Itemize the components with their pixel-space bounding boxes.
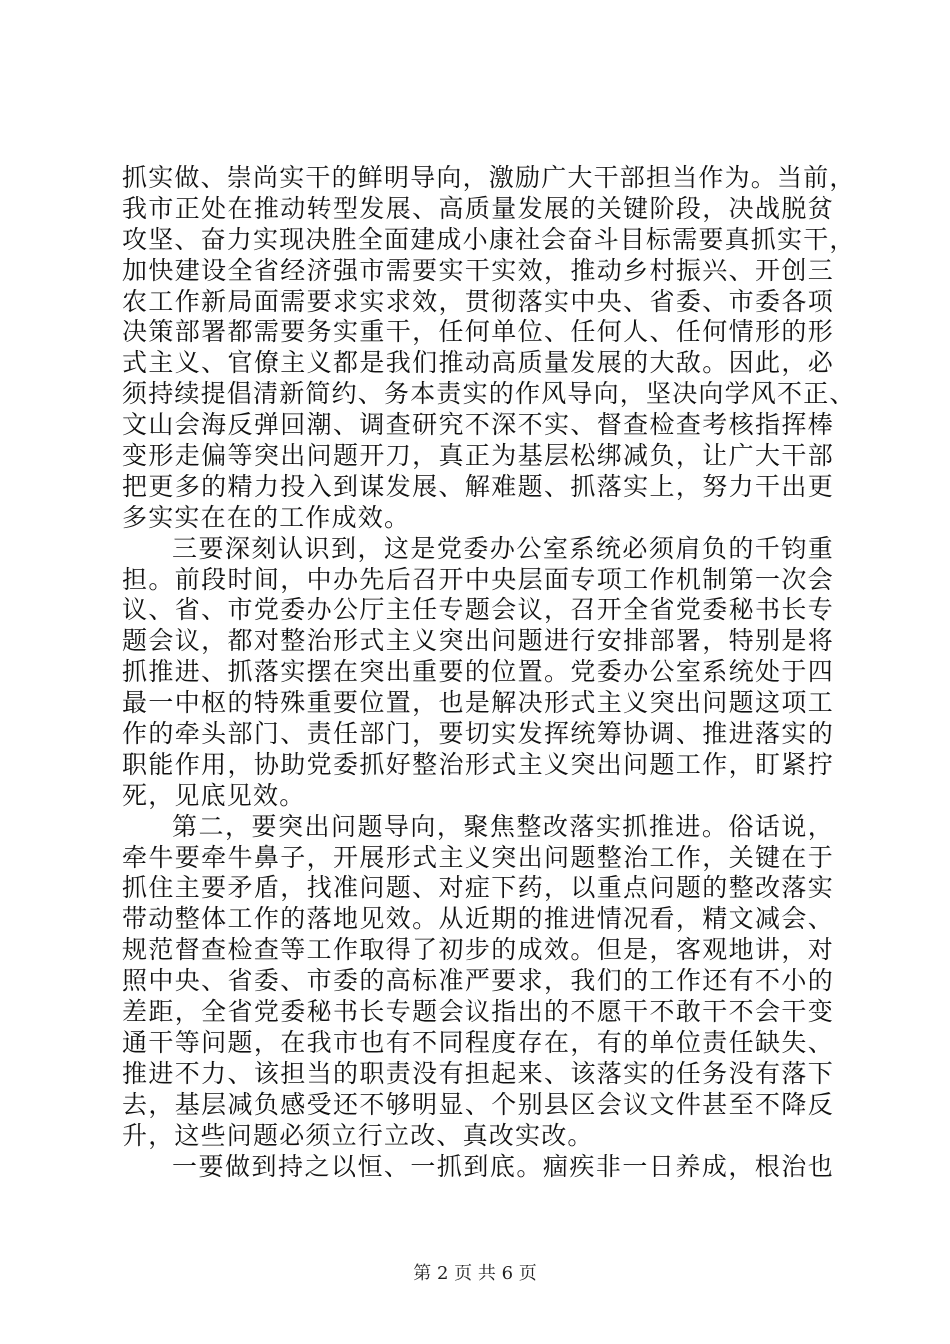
text-line: 死，见底见效。	[122, 780, 306, 810]
text-line: 抓推进、抓落实摆在突出重要的位置。党委办公室系统处于四	[122, 657, 834, 687]
text-line: 我市正处在推动转型发展、高质量发展的关键阶段，决战脱贫	[122, 193, 834, 223]
paragraph-first-line: 一要做到持之以恒、一抓到底。痼疾非一日养成，根治也	[172, 1151, 834, 1181]
text-line: 牵牛要牵牛鼻子，开展形式主义突出问题整治工作，关键在于	[122, 842, 834, 872]
text-line: 照中央、省委、市委的高标准严要求，我们的工作还有不小的	[122, 966, 834, 996]
text-line: 多实实在在的工作成效。	[122, 502, 411, 532]
body-text	[122, 163, 856, 1182]
text-line: 升，这些问题必须立行立改、真改实改。	[122, 1120, 594, 1150]
text-line: 抓实做、崇尚实干的鲜明导向，激励广大干部担当作为。当前，	[122, 163, 856, 192]
paragraph-first-line: 三要深刻认识到，这是党委办公室系统必须肩负的千钧重	[172, 533, 834, 563]
paragraph-first-line: 第二，要突出问题导向，聚焦整改落实抓推进。俗话说，	[172, 811, 834, 841]
text-line: 变形走偏等突出问题开刀，真正为基层松绑减负，让广大干部	[122, 441, 834, 471]
page-number-footer: 第 2 页 共 6 页	[413, 1263, 537, 1284]
text-line: 议、省、市党委办公厅主任专题会议，召开全省党委秘书长专	[122, 595, 834, 625]
text-line: 题会议，都对整治形式主义突出问题进行安排部署，特别是将	[122, 626, 834, 656]
text-line: 担。前段时间，中办先后召开中央层面专项工作机制第一次会	[122, 564, 834, 594]
text-line: 最一中枢的特殊重要位置，也是解决形式主义突出问题这项工	[122, 688, 834, 718]
text-line: 须持续提倡清新简约、务本责实的作风导向，坚决向学风不正、	[122, 379, 856, 409]
text-line: 推进不力、该担当的职责没有担起来、该落实的任务没有落下	[122, 1058, 834, 1088]
text-line: 决策部署都需要务实重干，任何单位、任何人、任何情形的形	[122, 317, 834, 347]
text-line: 式主义、官僚主义都是我们推动高质量发展的大敌。因此，必	[122, 348, 834, 378]
text-line: 作的牵头部门、责任部门，要切实发挥统筹协调、推进落实的	[122, 719, 834, 749]
text-line: 把更多的精力投入到谋发展、解难题、抓落实上，努力干出更	[122, 471, 834, 501]
text-line: 通干等问题，在我市也有不同程度存在，有的单位责任缺失、	[122, 1027, 834, 1057]
text-line: 攻坚、奋力实现决胜全面建成小康社会奋斗目标需要真抓实干，	[122, 224, 856, 254]
text-line: 加快建设全省经济强市需要实干实效，推动乡村振兴、开创三	[122, 255, 834, 285]
text-line: 差距，全省党委秘书长专题会议指出的不愿干不敢干不会干变	[122, 997, 834, 1027]
text-line: 文山会海反弹回潮、调查研究不深不实、督查检查考核指挥棒	[122, 410, 834, 440]
text-line: 带动整体工作的落地见效。从近期的推进情况看，精文减会、	[122, 904, 834, 934]
text-line: 抓住主要矛盾，找准问题、对症下药，以重点问题的整改落实	[122, 873, 834, 903]
text-line: 规范督查检查等工作取得了初步的成效。但是，客观地讲，对	[122, 935, 834, 965]
text-line: 去，基层减负感受还不够明显、个别县区会议文件甚至不降反	[122, 1089, 834, 1119]
text-line: 农工作新局面需要求实求效，贯彻落实中央、省委、市委各项	[122, 286, 834, 316]
text-line: 职能作用，协助党委抓好整治形式主义突出问题工作，盯紧拧	[122, 749, 834, 779]
